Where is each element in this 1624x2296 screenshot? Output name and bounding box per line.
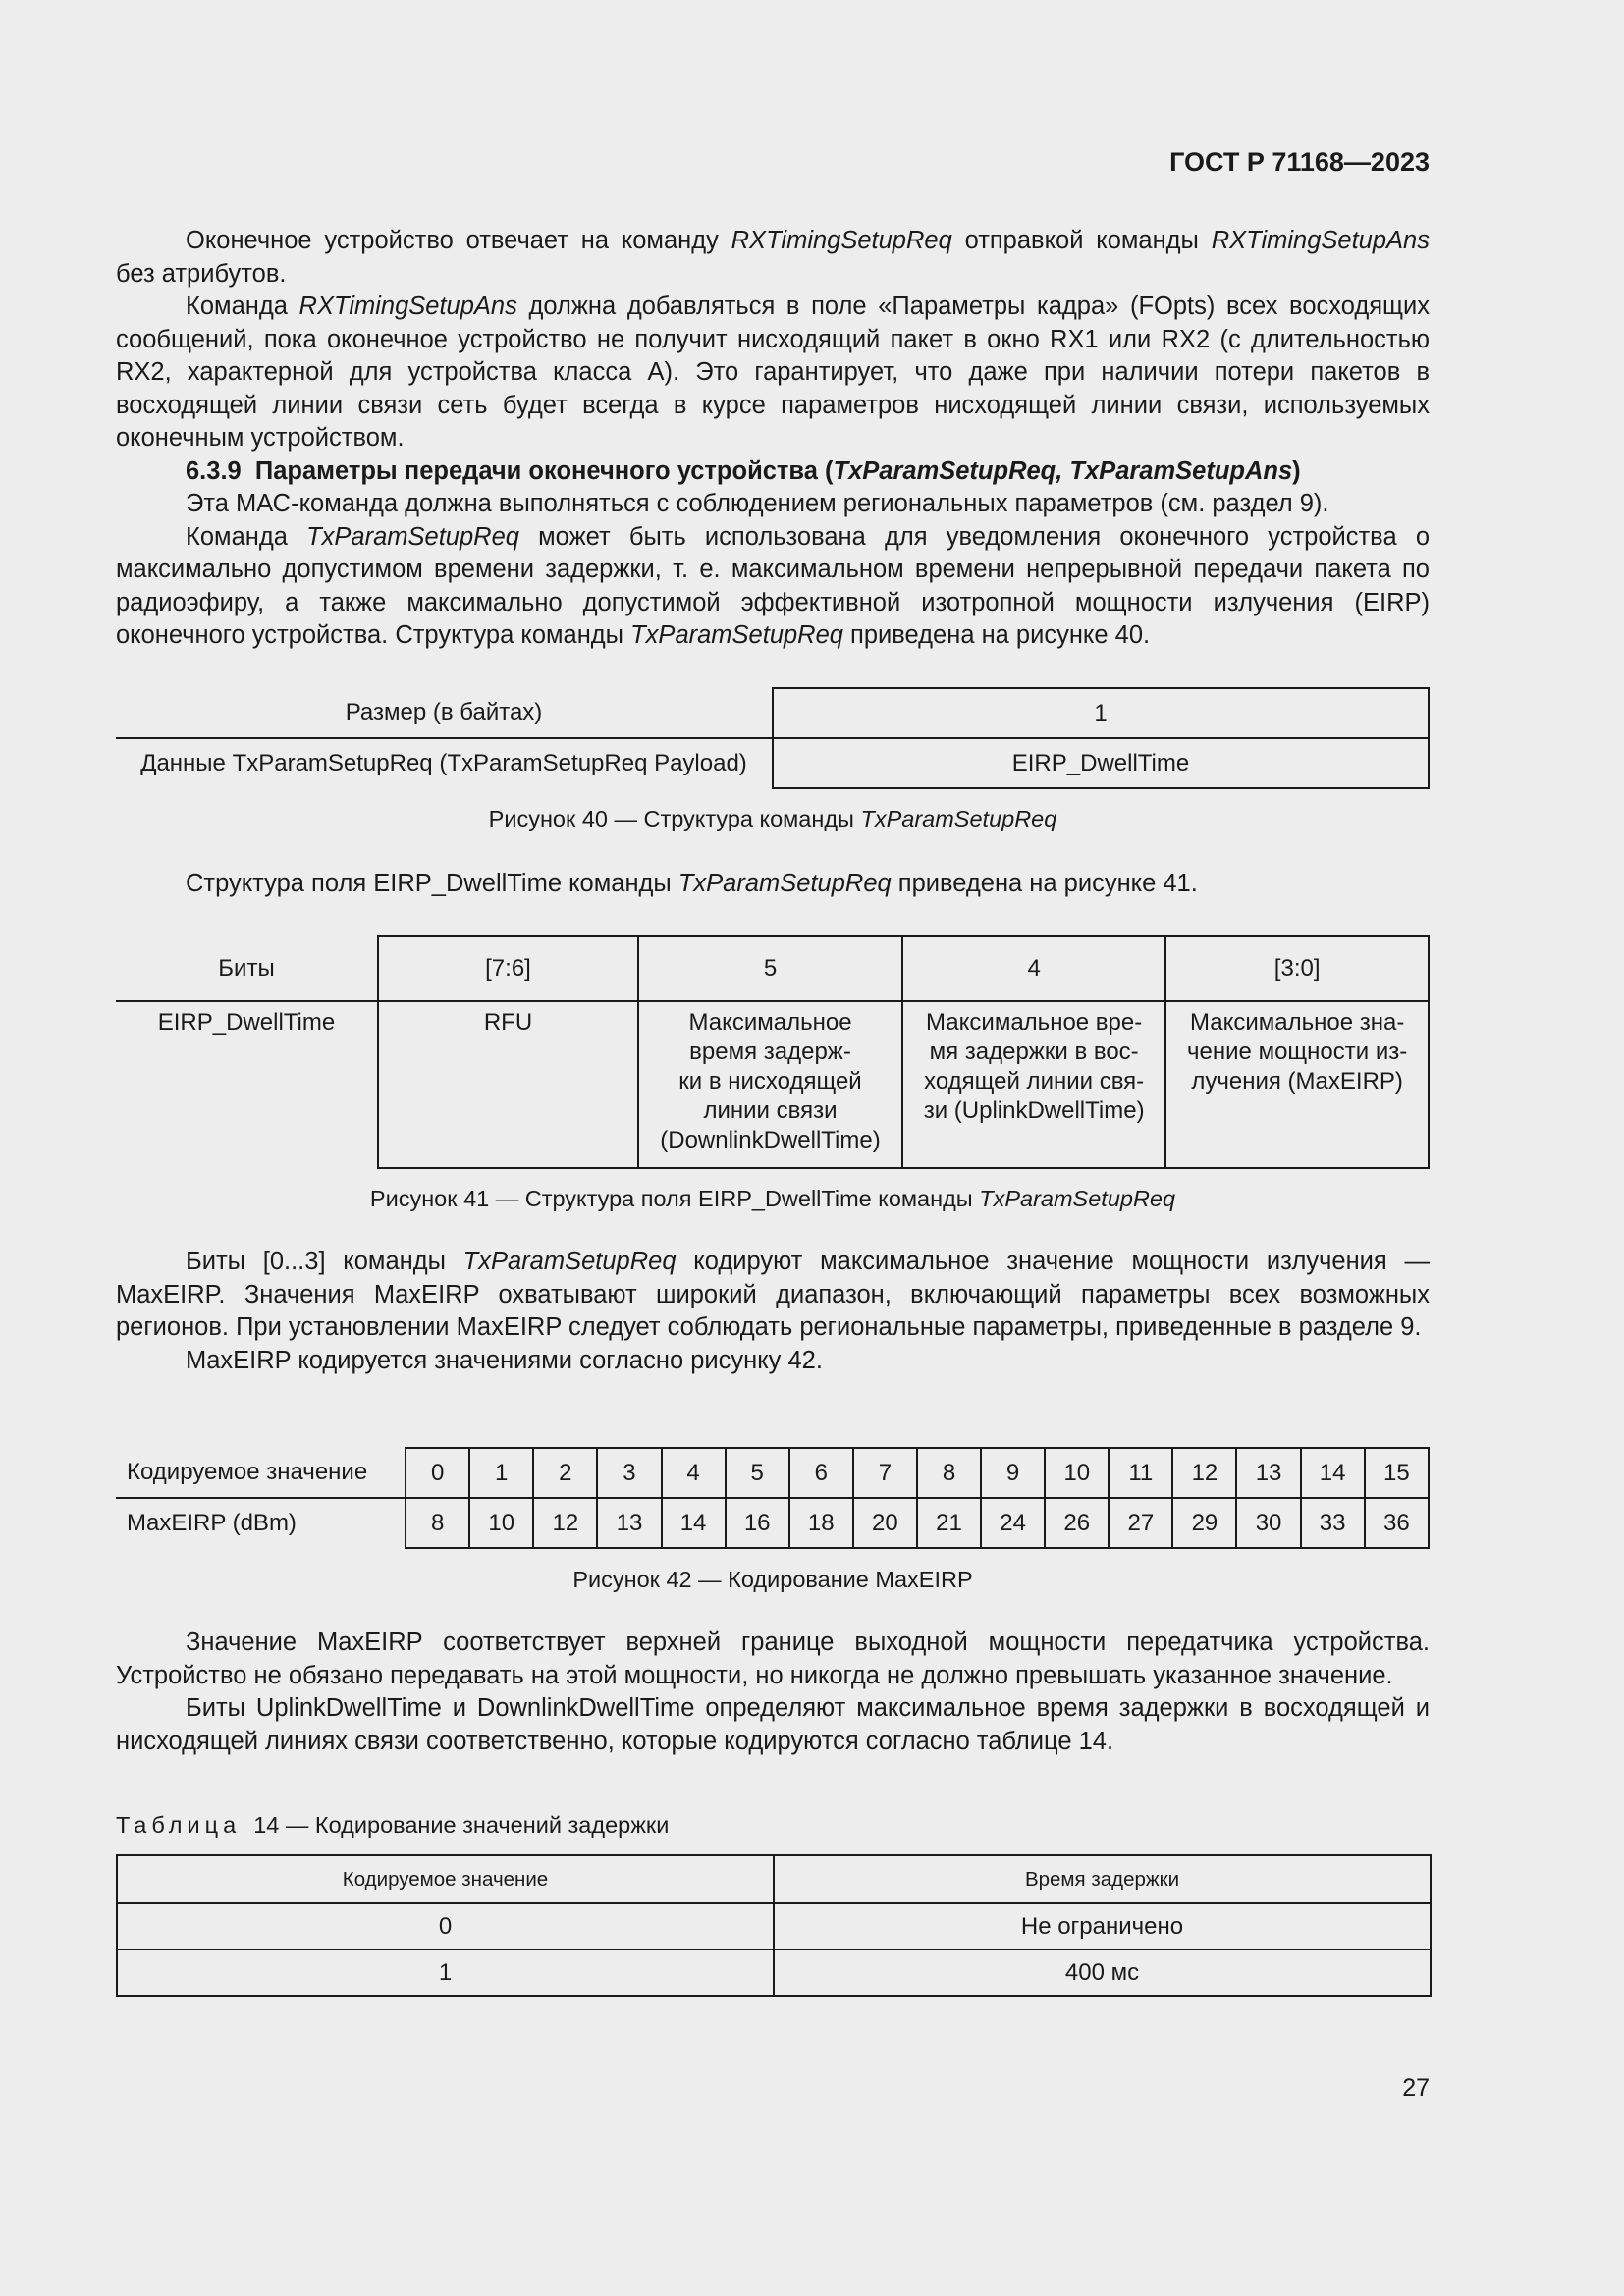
figure-42-caption: Рисунок 42 — Кодирование MaxEIRP bbox=[572, 1567, 973, 1592]
code-value-cell: 9 bbox=[981, 1448, 1045, 1498]
code-value-cell: 3 bbox=[597, 1448, 661, 1498]
section-heading bbox=[116, 455, 1430, 489]
paragraph-maxeirp-coding: MaxEIRP кодируется значениями согласно рисунку 42. bbox=[186, 1346, 823, 1374]
text: может быть использована для уведомления оконечного устройства о максимально допустимом времени задержки, т. е. максимальном времени непрерывной передачи пакета по радиоэфиру, а также максимально допустимой эффективной изотропной мощности излучения (EIRP) оконечного устройства. Структура команды bbox=[116, 522, 1430, 649]
row-label: Данные TxParamSetupReq (TxParamSetupReq Payload) bbox=[140, 750, 747, 776]
code-value-cell: 13 bbox=[1236, 1448, 1300, 1498]
code-value-cell: 1 bbox=[469, 1448, 533, 1498]
command-name: TxParamSetupReq bbox=[306, 522, 519, 551]
standard-header: ГОСТ Р 71168—2023 bbox=[1169, 147, 1430, 177]
paragraph-bits-maxeirp: Биты [0...3] команды TxParamSetupReq кодируют максимальное значение мощности излучения — MaxEIRP. Значения MaxEIRP охватывают широкий диапазон, включающий параметры всех возможных регионов. При установлении MaxEIRP следует соблюдать региональные параметры, приведенные в разделе 9. MaxEIRP кодируется значениями согласно рисунку 42. bbox=[116, 1246, 1430, 1377]
section-number: 6.3.9 bbox=[186, 456, 242, 485]
figure-41-table bbox=[116, 935, 1430, 1169]
header-cell: Кодируемое значение bbox=[117, 1855, 774, 1903]
table-14 bbox=[116, 1854, 1432, 1997]
maxeirp-value-cell: 33 bbox=[1301, 1498, 1365, 1548]
section-title: Параметры передачи оконечного устройства (TxParamSetupReq, TxParamSetupAns) bbox=[254, 456, 1301, 485]
cell-value: 1 bbox=[773, 688, 1429, 738]
command-name: RXTimingSetupAns bbox=[1211, 227, 1430, 254]
header-cell: Биты bbox=[116, 936, 378, 1001]
row-label: EIRP_DwellTime bbox=[157, 1009, 336, 1036]
text: должна добавляться в поле «Параметры кадра» (FOpts) всех восходящих сообщений, пока оконечное устройство не получит нисходящий пакет в окно RX1 или RX2 (с длительностью RX2, характерной для устройства класса А). Это гарантирует, что даже при наличии потери пакетов в восходящей линии связи сеть будет всегда в курсе параметров нисходящей линии связи, используемых оконечным устройством. bbox=[116, 293, 1430, 452]
code-value-cell: 14 bbox=[1301, 1448, 1365, 1498]
header-cell: 4 bbox=[902, 936, 1165, 1001]
cell-rfu: RFU bbox=[378, 1001, 638, 1168]
paragraph-txparam-description bbox=[116, 521, 1430, 653]
paragraph-regional: Эта МАС-команда должна выполняться с соблюдением региональных параметров (см. раздел 9). bbox=[186, 490, 1329, 517]
text: Команда bbox=[186, 293, 299, 320]
maxeirp-value-cell: 10 bbox=[469, 1498, 533, 1548]
table-14-caption: Таблица 14 — Кодирование значений задержки bbox=[116, 1812, 670, 1838]
text: Команда bbox=[186, 522, 307, 551]
code-value-cell: 15 bbox=[1365, 1448, 1429, 1498]
command-name: RXTimingSetupAns bbox=[298, 293, 517, 320]
figure-41-caption: Рисунок 41 — Структура поля EIRP_DwellTime команды TxParamSetupReq bbox=[369, 1186, 1176, 1211]
text: Оконечное устройство отвечает на команду bbox=[186, 227, 731, 254]
maxeirp-value-cell: 27 bbox=[1109, 1498, 1172, 1548]
command-name: TxParamSetupReq bbox=[630, 621, 843, 649]
maxeirp-value-cell: 16 bbox=[726, 1498, 789, 1548]
code-value-cell: 6 bbox=[789, 1448, 853, 1498]
figure-42-table bbox=[116, 1447, 1430, 1549]
command-name: RXTimingSetupReq bbox=[731, 227, 952, 254]
table-label: Таблица bbox=[116, 1812, 242, 1838]
paragraph-rxtiming-fopts bbox=[116, 291, 1430, 455]
paragraph-maxeirp-limit: Значение MaxEIRP соответствует верхней границе выходной мощности передатчика устройства. Устройство не обязано передавать на этой мощности, но никогда не должно превышать указанное значение. Биты UplinkDwellTime и DownlinkDwellTime определяют максимальное время задержки в восходящей и нисходящей линиях связи соответственно, которые кодируются согласно таблице 14. bbox=[116, 1627, 1430, 1758]
row-label: Размер (в байтах) bbox=[116, 688, 773, 738]
maxeirp-value-cell: 13 bbox=[597, 1498, 661, 1548]
code-value-cell: 11 bbox=[1109, 1448, 1172, 1498]
maxeirp-value-cell: 21 bbox=[917, 1498, 981, 1548]
code-value-cell: 5 bbox=[726, 1448, 789, 1498]
maxeirp-value-cell: 29 bbox=[1172, 1498, 1236, 1548]
figure-40-table bbox=[116, 687, 1430, 789]
maxeirp-value-cell: 24 bbox=[981, 1498, 1045, 1548]
table-cell: 1 bbox=[117, 1949, 774, 1996]
maxeirp-value-cell: 26 bbox=[1045, 1498, 1109, 1548]
text: без атрибутов. bbox=[116, 259, 287, 288]
code-value-cell: 12 bbox=[1172, 1448, 1236, 1498]
code-value-cell: 4 bbox=[662, 1448, 726, 1498]
table-cell: 400 мс bbox=[774, 1949, 1431, 1996]
cell-downlink-dwell: Максимальное время задерж- ки в нисходящей линии связи (DownlinkDwellTime) bbox=[638, 1001, 902, 1168]
table-cell: Не ограничено bbox=[774, 1903, 1431, 1949]
table-cell: 0 bbox=[117, 1903, 774, 1949]
header-cell: Время задержки bbox=[774, 1855, 1431, 1903]
code-value-cell: 0 bbox=[406, 1448, 469, 1498]
row-label: Кодируемое значение bbox=[116, 1448, 406, 1498]
code-value-cell: 10 bbox=[1045, 1448, 1109, 1498]
maxeirp-value-cell: 8 bbox=[406, 1498, 469, 1548]
paragraph-dwelltime-bits: Биты UplinkDwellTime и DownlinkDwellTime определяют максимальное время задержки в восходящей и нисходящей линиях связи соответственно, которые кодируются согласно таблице 14. bbox=[116, 1694, 1430, 1755]
text: отправкой команды bbox=[951, 227, 1212, 254]
maxeirp-value-cell: 20 bbox=[853, 1498, 917, 1548]
maxeirp-value-cell: 18 bbox=[789, 1498, 853, 1548]
cell-maxeirp: Максимальное зна- чение мощности из- лучения (MaxEIRP) bbox=[1165, 1001, 1429, 1168]
header-cell: [3:0] bbox=[1165, 936, 1429, 1001]
figure-40-caption: Рисунок 40 — Структура команды TxParamSetupReq bbox=[488, 806, 1057, 831]
code-value-cell: 8 bbox=[917, 1448, 981, 1498]
cell-uplink-dwell: Максимальное вре- мя задержки в вос- ходящей линии свя- зи (UplinkDwellTime) bbox=[902, 1001, 1165, 1168]
paragraph-fig41-intro: Структура поля EIRP_DwellTime команды TxParamSetupReq приведена на рисунке 41. bbox=[186, 870, 1198, 897]
page-number: 27 bbox=[1402, 2074, 1430, 2102]
maxeirp-value-cell: 36 bbox=[1365, 1498, 1429, 1548]
paragraph-rxtiming-answer bbox=[116, 225, 1430, 653]
code-value-cell: 7 bbox=[853, 1448, 917, 1498]
cell-value: EIRP_DwellTime bbox=[773, 738, 1429, 788]
maxeirp-value-cell: 14 bbox=[662, 1498, 726, 1548]
row-label: MaxEIRP (dBm) bbox=[127, 1510, 297, 1536]
maxeirp-value-cell: 30 bbox=[1236, 1498, 1300, 1548]
code-value-cell: 2 bbox=[533, 1448, 597, 1498]
text: приведена на рисунке 40. bbox=[842, 621, 1151, 649]
header-cell: 5 bbox=[638, 936, 902, 1001]
header-cell: [7:6] bbox=[378, 936, 638, 1001]
maxeirp-value-cell: 12 bbox=[533, 1498, 597, 1548]
